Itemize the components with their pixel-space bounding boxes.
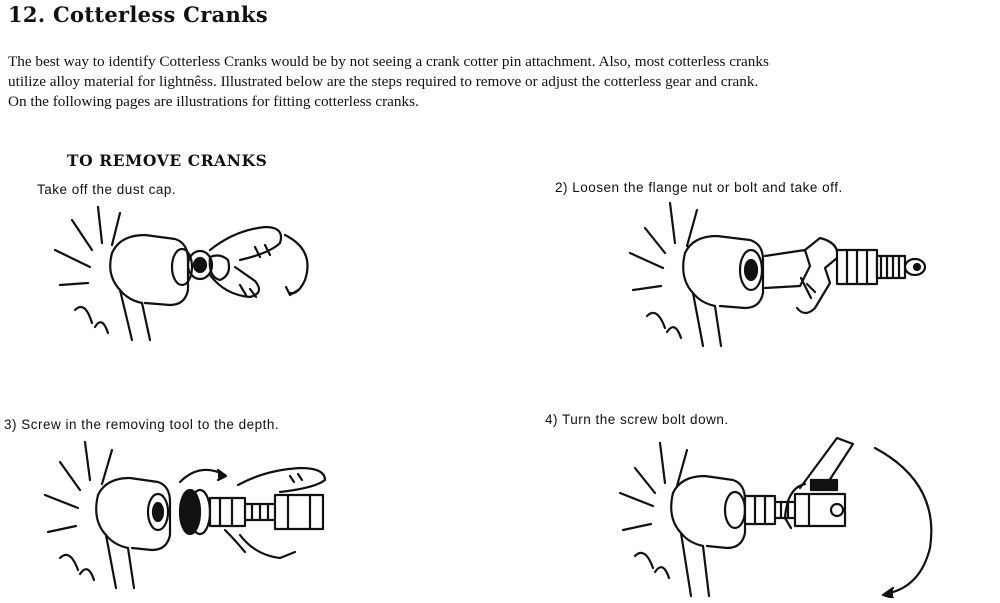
step-4-caption: 4) Turn the screw bolt down. [545, 412, 729, 427]
step-3-caption: 3) Screw in the removing tool to the depth. [4, 417, 280, 432]
page-title: 12. Cotterless Cranks [8, 2, 269, 27]
intro-line-2: utilize alloy material for lightnêss. Illustrated below are the steps required to remove or adjust the cotterless gear and crank. [8, 73, 759, 90]
removing-tool-insertion-drawing [40, 440, 340, 590]
step-2-caption: 2) Loosen the flange nut or bolt and take off. [555, 180, 843, 195]
intro-paragraph [8, 52, 998, 112]
step-3-illustration [40, 440, 340, 590]
intro-line-3: On the following pages are illustrations for fitting cotterless cranks. [8, 93, 419, 110]
section-heading-remove-cranks: TO REMOVE CRANKS [67, 151, 268, 170]
dust-cap-removal-drawing [50, 205, 320, 345]
step-2-illustration [625, 198, 935, 348]
step-4-illustration [615, 428, 945, 598]
step-1-caption: Take off the dust cap. [37, 182, 177, 197]
screw-bolt-turning-drawing [615, 428, 945, 598]
step-1-illustration [50, 205, 320, 345]
intro-line-1: The best way to identify Cotterless Cranks would be by not seeing a crank cotter pin attachment. Also, most cotterless cranks [8, 53, 769, 70]
flange-nut-loosening-drawing [625, 198, 935, 348]
